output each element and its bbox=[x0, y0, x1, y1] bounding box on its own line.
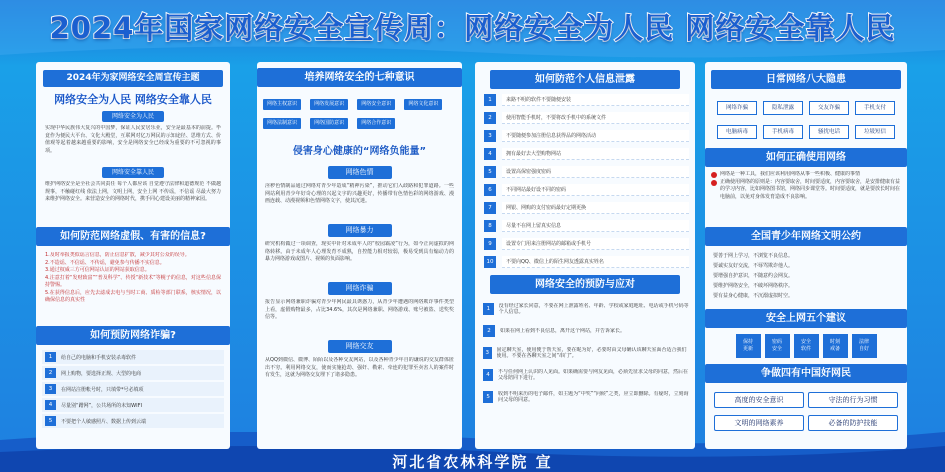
paragraph-by-people: 维护网络安全是全社会共同责任 每个人都应该 自觉遵守法律和道德规范 不做越规事，不触碰红线 依法上网，文明上网，安全上网 不传谣，不信谣 尽最大努力来维护网络安全。来营造安全的网络时代，携手同心建设美丽的精神家园。 bbox=[45, 181, 221, 202]
tip-tile: 保持 更新 bbox=[736, 334, 761, 358]
list-item: 5 收到不明来历的电子邮件，如主题为“中奖”“问候”之类，应立即删除。有疑时，立刻询问父母的同意。 bbox=[481, 387, 689, 407]
list-item: 7 网银、网购的支付密码最好定期更换 bbox=[481, 201, 689, 215]
sub-header-by-people: 网络安全靠人民 bbox=[102, 167, 164, 178]
netizen-pill: 守法的行为习惯 bbox=[808, 392, 898, 408]
awareness-chip: 网络文化意识 bbox=[404, 99, 442, 110]
usage-header: 如何正确使用网络 bbox=[705, 148, 907, 167]
sub-header-for-people: 网络安全为人民 bbox=[102, 111, 164, 122]
bullet-icon bbox=[711, 172, 717, 178]
hazard-tag: 手机病毒 bbox=[763, 125, 803, 139]
false-info-item: 5.在获得信息后，应先去滤成去电与当时工商、质检等部门联系，核实情况，以确保信息的真实性 bbox=[45, 289, 221, 303]
pact-list bbox=[713, 251, 899, 301]
pact-header: 全国青少年网络文明公约 bbox=[705, 227, 907, 246]
list-item: 5 设置高保密强度密码 bbox=[481, 165, 689, 179]
list-item: 8 尽量不在网上留真实信息 bbox=[481, 219, 689, 233]
awareness-chip: 网络安全意识 bbox=[357, 99, 395, 110]
awareness-chip: 网络法制意识 bbox=[263, 118, 301, 129]
awareness-chip: 网络国防意识 bbox=[310, 118, 348, 129]
list-item: 4 不与任何网上认识的人见面。如果确需要与网友见面，必须先征求父母的同意，然后在父母陪同下进行。 bbox=[481, 365, 689, 385]
netizen-pill: 必备的防护技能 bbox=[808, 415, 898, 431]
list-item: 3 在网站注册帐号时，只填带*号必填项 bbox=[42, 382, 224, 396]
usage-bullets bbox=[711, 171, 901, 223]
prevention-header: 网络安全的预防与应对 bbox=[490, 275, 680, 294]
awareness-chips bbox=[261, 93, 458, 131]
tip-tile: 安全 软件 bbox=[794, 334, 819, 358]
text-fraud: 报告显示网络兼职诈骗对青少年网民最具诱惑力，从青少年遭遇的网络欺诈事件类型上看，虚假购物最多，占比34.6%，其次是网络兼职、网络游戏、账号被盗、送奖奖信等。 bbox=[265, 299, 454, 320]
fraud-list bbox=[42, 350, 224, 428]
pact-line: 要善于网上学习，不浏览不良信息。 bbox=[713, 253, 794, 259]
column-tips bbox=[705, 62, 907, 449]
section-friend: 网络交友 bbox=[328, 340, 392, 353]
privacy-header: 如何防范个人信息泄露 bbox=[490, 70, 680, 89]
theme-header: 2024年为家网络安全周宣传主题 bbox=[43, 70, 223, 87]
pact-line: 要诚实友好交流，不辱骂欺诈他人。 bbox=[713, 263, 794, 269]
theme-slogan: 网络安全为人民 网络安全靠人民 bbox=[54, 93, 212, 106]
hazards-grid bbox=[709, 94, 903, 142]
list-item: 1 给自己的电脑和手机安装杀毒软件 bbox=[42, 350, 224, 364]
netizen-pill: 文明的网络素养 bbox=[714, 415, 804, 431]
awareness-chip: 网络合作意识 bbox=[357, 118, 395, 129]
list-item: 9 设置专门用来注册网站的邮箱或手机号 bbox=[481, 237, 689, 251]
five-tips bbox=[705, 334, 907, 358]
list-item: 4 尽量别“蹭网”，公共场所的未知WIFI bbox=[42, 398, 224, 412]
column-privacy bbox=[475, 62, 695, 449]
false-info-header: 如何防范网络虚假、有害的信息? bbox=[36, 227, 230, 246]
netizen-pill: 高度的安全意识 bbox=[714, 392, 804, 408]
five-tips-header: 安全上网五个建议 bbox=[705, 309, 907, 328]
list-item: 10 不要向QQ、微信上的陌生网友透露真实姓名 bbox=[481, 255, 689, 269]
false-info-item: 3.通过权威三方可信网站认证的网站获取信息。 bbox=[45, 267, 150, 273]
good-netizen-header: 争做四有中国好网民 bbox=[705, 364, 907, 383]
list-item: 2 网上购物，要选择正规、大型的电商 bbox=[42, 366, 224, 380]
tip-tile: 法律 自好 bbox=[852, 334, 877, 358]
bullet-icon bbox=[711, 180, 717, 186]
list-item: 1 来路不明的软件不要随便安装 bbox=[481, 93, 689, 107]
text-porn: 淫秽色情制品通过网络对青少年造成“精神污染”，推动它们入歧路和犯罪道路。一些网站利用青少年好奇心理的兴起文字的兴趣更好，传播带有色情色彩的网络游戏、漫画连载、动漫视频和色情网络文字，使其沉迷。 bbox=[265, 183, 454, 204]
list-item: 5 不要把个人敏感照片、数据上传到云端 bbox=[42, 414, 224, 428]
awareness-header: 培养网络安全的七种意识 bbox=[257, 68, 462, 87]
poster-title: 2024年国家网络安全宣传周：网络安全为人民 网络安全靠人民 bbox=[49, 11, 896, 45]
hazard-tag: 手机支付 bbox=[855, 101, 895, 115]
hazard-tag: 网络诈骗 bbox=[717, 101, 757, 115]
awareness-chip: 网络发展意识 bbox=[310, 99, 348, 110]
negative-energy-headline: 侵害身心健康的“网络负能量” bbox=[292, 146, 427, 157]
tip-tile: 时刻 戒备 bbox=[823, 334, 848, 358]
list-item: 2 使用智能手机时，不要将改手机中的系统文件 bbox=[481, 111, 689, 125]
text-violence: 研究机构做过一项调查，现实中针对未成年人的“校园霸凌”行为，如今正向虚拟的网络转移。由于未成年人心理发育不成熟，自控能力相对较弱，极易受到具有煽动力的暴力网络游戏或图片、视频的负面影响。 bbox=[265, 241, 454, 262]
text-friend: 从QQ到微信、微博、陌陌以及各种交友网站，以及各种青少年自的谦说的交友群体匿出不穷。利用网络交友，使而实施抢劫、强奸、勒索、牵连的犯罪至卖害人的案件时有发生，这就为网络交友埋下了诸多隐患。 bbox=[265, 357, 454, 378]
privacy-list bbox=[481, 93, 689, 269]
list-item: 3 固定聊天室，使用便于帮天室，要在昵为好，必要时由父母确认该聊天室面否适合我们使用。不要在各聊天室之间“串门”。 bbox=[481, 343, 689, 363]
hazard-tag: 隐私泄露 bbox=[763, 101, 803, 115]
hazard-tag: 骚扰电话 bbox=[809, 125, 849, 139]
usage-bullet: 正确使用网络的原则是：内容要取舍，时间要适度，内容要取舍，是安排健康有益的学习内容，比如网络图书馆，网络同步课堂等。时间要适度，就是要放长时间在电脑前，以免对身体发育造成不良影响。 bbox=[711, 179, 901, 202]
column-awareness bbox=[257, 62, 462, 449]
pact-line: 要增强自护意识，不随意约会网友。 bbox=[713, 273, 794, 279]
awareness-chip: 网络主权意识 bbox=[263, 99, 301, 110]
footer-publisher: 河北省农林科学院 宣 bbox=[392, 453, 553, 471]
pact-line: 要有益身心健康，不沉溺虚拟时空。 bbox=[713, 293, 794, 299]
fraud-header: 如何预防网络诈骗? bbox=[36, 326, 230, 345]
prevention-list bbox=[481, 299, 689, 407]
section-porn: 网络色情 bbox=[328, 166, 392, 179]
false-info-item: 4.注意打着“发财致富”“普及科学”、传授“新技术”等幌子的信息，对这些信息保持警惕。 bbox=[45, 274, 221, 288]
false-info-item: 1.及时举报类似谣言信息，防止信息扩散，减少其对公众的误导。 bbox=[45, 252, 190, 258]
hazard-tag: 电脑病毒 bbox=[717, 125, 757, 139]
hazard-tag: 垃圾短信 bbox=[855, 125, 895, 139]
list-item: 4 拥有最好去大型购物网站 bbox=[481, 147, 689, 161]
false-info-item: 2.不造谣、不信谣、不传谣，避免参与传播不实信息。 bbox=[45, 259, 165, 266]
hazards-header: 日常网络八大隐患 bbox=[711, 70, 901, 89]
list-item: 2 如果在网上看到不良信息，离开这个网站，并告诉家长。 bbox=[481, 321, 689, 341]
good-netizen-pills bbox=[707, 387, 905, 433]
section-fraud: 网络诈骗 bbox=[328, 282, 392, 295]
hazard-tag: 交友诈骗 bbox=[809, 101, 849, 115]
list-item: 1 没有经过家长同意，不要在网上泄露姓名、年龄、学校或家庭地址、电话或手机号码等个人信息。 bbox=[481, 299, 689, 319]
usage-bullet: 网络是一种工具，我们应该利用网络从事一些积极、健康的事情 bbox=[711, 171, 901, 179]
list-item: 3 不要随便参加注册信息获得品的网络活动 bbox=[481, 129, 689, 143]
tip-tile: 密码 安全 bbox=[765, 334, 790, 358]
paragraph-for-people: 实现中华民族伟大复兴的中国梦，保证人民安居乐业，安全是最基本的前提。毕竟作为便民大平台、文化大殿堂，互联网对亿万网民的示知途径、思维方式、价值观等起着越来越重要的影响，安全是网络安全已经成为重要的不可忽视的事项。 bbox=[45, 125, 221, 154]
list-item: 6 不同网站最好设不同的密码 bbox=[481, 183, 689, 197]
pact-line: 要维护网络安全，不破坏网络秩序。 bbox=[713, 283, 794, 289]
false-info-list bbox=[45, 252, 221, 320]
section-violence: 网络暴力 bbox=[328, 224, 392, 237]
column-theme bbox=[36, 62, 230, 449]
